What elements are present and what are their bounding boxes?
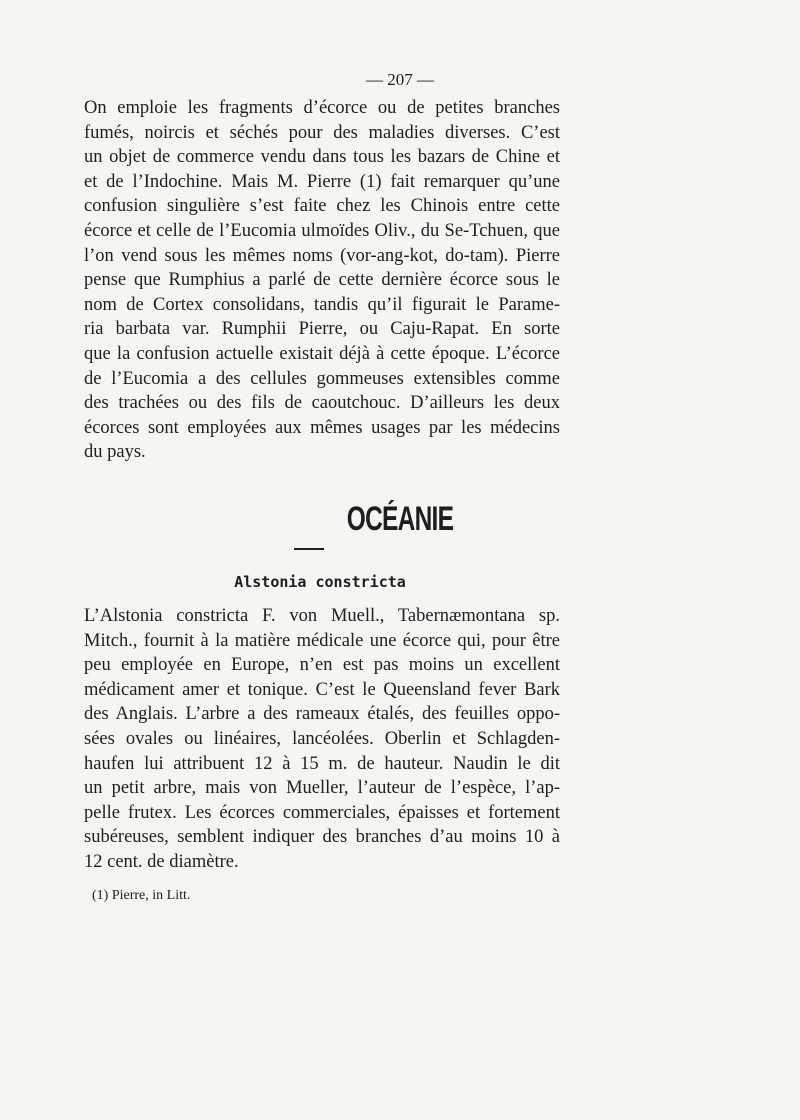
text-line: pelle frutex. Les écorces commerciales, épaisses et fortement bbox=[84, 802, 560, 823]
text-line: et de l’Indochine. Mais M. Pierre (1) fait remarquer qu’une bbox=[84, 171, 560, 192]
footnote: (1) Pierre, in Litt. bbox=[92, 888, 191, 903]
text-line: l’on vend sous les mêmes noms (vor-ang-kot, do-tam). Pierre bbox=[84, 245, 560, 266]
section-heading-oceanie: OCÉANIE bbox=[346, 500, 454, 538]
text-line: fumés, noircis et séchés pour des maladies diverses. C’est bbox=[84, 122, 560, 143]
text-line: médicament amer et tonique. C’est le Queensland fever Bark bbox=[84, 679, 560, 700]
heading-divider bbox=[294, 548, 324, 550]
text-line: de l’Eucomia a des cellules gommeuses extensibles comme bbox=[84, 368, 560, 389]
text-line: pense que Rumphius a parlé de cette dernière écorce sous le bbox=[84, 270, 560, 291]
text-line: confusion singulière s’est faite chez les Chinois entre cette bbox=[84, 196, 560, 217]
text-line: que la confusion actuelle existait déjà à cette époque. L’écorce bbox=[84, 343, 560, 364]
text-line: 12 cent. de diamètre. bbox=[84, 851, 239, 872]
subsection-heading-alstonia: Alstonia constricta bbox=[234, 573, 406, 591]
paragraph-alstonia-constricta bbox=[84, 604, 560, 875]
text-line: Mitch., fournit à la matière médicale une écorce qui, pour être bbox=[84, 630, 560, 651]
text-line: subéreuses, semblent indiquer des branches d’au moins 10 à bbox=[84, 827, 560, 848]
text-line: ria barbata var. Rumphii Pierre, ou Caju-Rapat. En sorte bbox=[84, 319, 560, 340]
text-line: nom de Cortex consolidans, tandis qu’il figurait le Parame- bbox=[84, 294, 560, 315]
text-line: sées ovales ou linéaires, lancéolées. Oberlin et Schlagden- bbox=[84, 728, 560, 749]
text-line: un objet de commerce vendu dans tous les bazars de Chine et bbox=[84, 147, 560, 168]
text-line: On emploie les fragments d’écorce ou de petites branches bbox=[84, 98, 560, 118]
page-number: — 207 — bbox=[366, 70, 434, 89]
text-line: des Anglais. L’arbre a des rameaux étalés, des feuilles oppo- bbox=[84, 704, 560, 725]
text-line: peu employée en Europe, n’en est pas moins un excellent bbox=[84, 655, 560, 676]
text-line: écorces sont employées aux mêmes usages par les médecins bbox=[84, 417, 560, 438]
paragraph-bark-uses bbox=[84, 96, 560, 465]
text-line: L’Alstonia constricta F. von Muell., Tabernæmontana sp. bbox=[84, 606, 560, 626]
text-line: du pays. bbox=[84, 442, 146, 463]
text-line: haufen lui attribuent 12 à 15 m. de hauteur. Naudin le dit bbox=[84, 753, 560, 774]
text-line: des trachées ou des fils de caoutchouc. D’ailleurs les deux bbox=[84, 393, 560, 414]
text-line: écorce et celle de l’Eucomia ulmoïdes Oliv., du Se-Tchuen, que bbox=[84, 220, 560, 241]
text-line: un petit arbre, mais von Mueller, l’auteur de l’espèce, l’ap- bbox=[84, 778, 560, 799]
